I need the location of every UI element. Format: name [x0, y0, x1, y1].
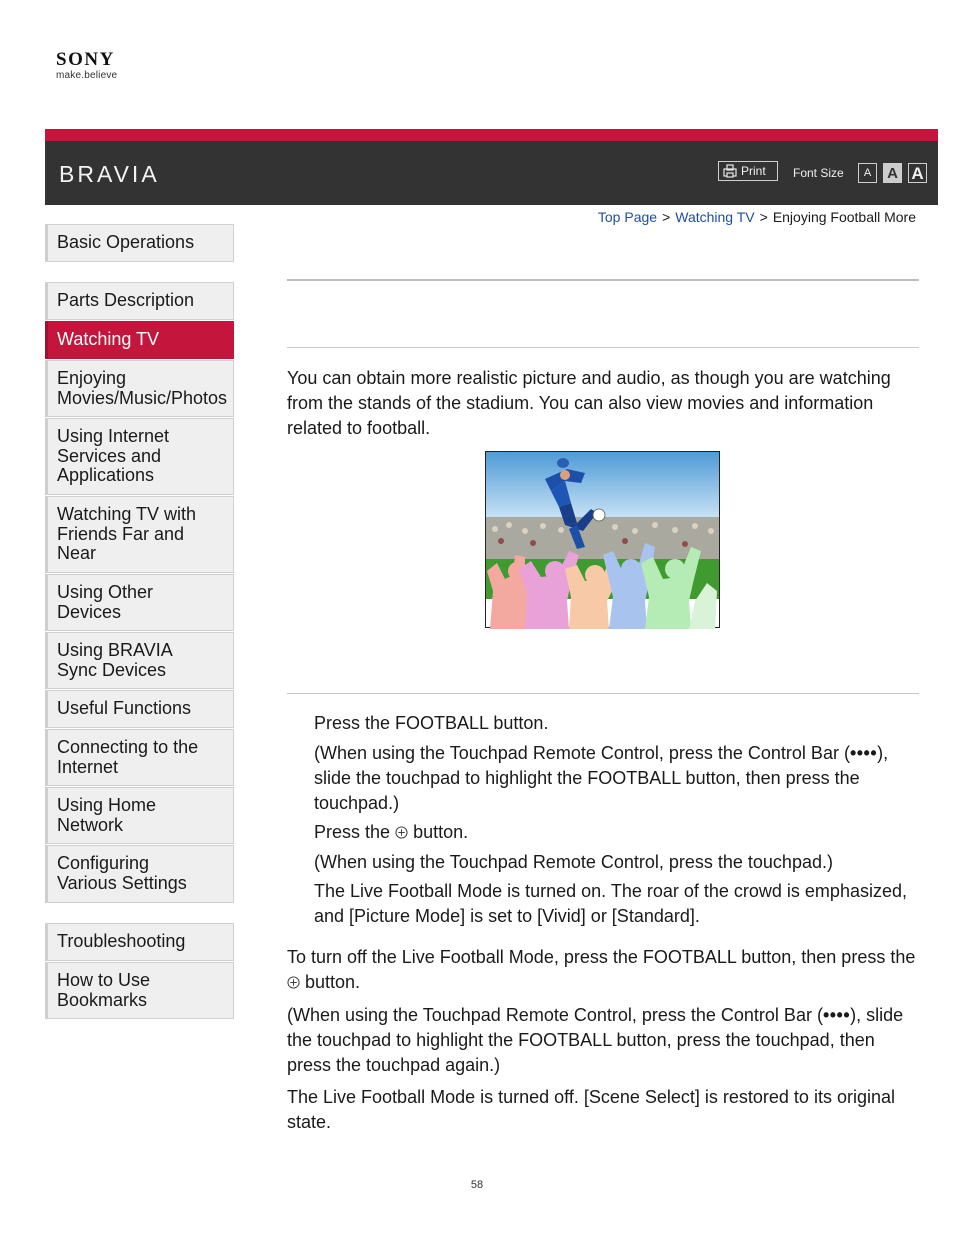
- sidebar-item-useful-functions[interactable]: [45, 690, 234, 728]
- sidebar-item-watching-tv-friends[interactable]: [45, 496, 234, 573]
- step-2-note: (When using the Touchpad Remote Control, press the touchpad.): [314, 852, 833, 872]
- breadcrumb-separator: >: [759, 209, 768, 225]
- print-label: Print: [741, 164, 766, 178]
- sidebar-item-label: Basic Operations: [57, 232, 195, 252]
- sidebar-item-label: Applications: [57, 465, 155, 485]
- step-1-text: Press the FOOTBALL button.: [314, 713, 549, 733]
- turn-off-note-part: ), slide the touchpad to highlight the FOOTBALL button, press the touchpad, then press the touchpad again.): [287, 1005, 904, 1075]
- font-size-label: Font Size: [793, 166, 844, 180]
- font-size-large-button[interactable]: A: [908, 163, 927, 183]
- print-button[interactable]: [718, 161, 778, 181]
- turn-off-text-part: To turn off the Live Football Mode, press the FOOTBALL button, then press the: [287, 947, 916, 967]
- sidebar-item-basic-operations[interactable]: [45, 224, 234, 262]
- sidebar-item-other-devices[interactable]: [45, 574, 234, 631]
- breadcrumb-top-page[interactable]: Top Page: [597, 209, 658, 225]
- font-size-small-button[interactable]: A: [858, 163, 877, 183]
- sidebar-item-label: Services and: [57, 445, 162, 466]
- sidebar-item-label: Bookmarks: [57, 989, 148, 1010]
- sidebar-item-label: Friends Far and: [57, 523, 185, 544]
- sidebar-item-bravia-sync[interactable]: [45, 632, 234, 689]
- breadcrumb-current: Enjoying Football More: [772, 209, 916, 225]
- sidebar-item-connecting-internet[interactable]: [45, 729, 234, 786]
- sidebar-item-label: Enjoying: [57, 368, 127, 388]
- sony-wordmark: SONY: [56, 49, 115, 70]
- control-bar-icon: ••••: [822, 1005, 851, 1025]
- turn-off-result: The Live Football Mode is turned off. [Scene Select] is restored to its original state.: [287, 1087, 895, 1132]
- step-1-note: [314, 741, 914, 816]
- sidebar-item-parts-description[interactable]: [45, 282, 234, 320]
- step-1-note-part: (When using the Touchpad Remote Control, press the Control Bar (: [314, 743, 850, 763]
- enter-button-icon: [287, 976, 300, 989]
- sidebar-item-label: Using Other: [57, 582, 154, 602]
- sidebar-item-internet-services[interactable]: [45, 418, 234, 495]
- sidebar-item-bookmarks[interactable]: [45, 962, 234, 1019]
- step-2-text-part: button.: [413, 822, 469, 842]
- turn-off-note-part: (When using the Touchpad Remote Control, press the Control Bar (: [287, 1005, 823, 1025]
- sidebar-item-label: Internet: [57, 756, 119, 777]
- title-divider: [287, 279, 919, 281]
- sidebar-item-label: Using BRAVIA: [57, 640, 173, 660]
- sidebar-item-enjoying-movies[interactable]: [45, 360, 234, 417]
- sidebar-item-label: How to Use: [57, 970, 151, 990]
- section-divider: [287, 347, 919, 348]
- control-bar-icon: ••••: [849, 743, 878, 763]
- step-2-text-part: Press the: [314, 822, 391, 842]
- sidebar-item-label: Various Settings: [57, 872, 187, 893]
- breadcrumb: [598, 209, 916, 225]
- sidebar-item-label: Sync Devices: [57, 659, 167, 680]
- turn-off-paragraph: [287, 945, 917, 995]
- sidebar-item-label: Useful Functions: [57, 698, 192, 718]
- sidebar-item-watching-tv[interactable]: [45, 321, 234, 359]
- sidebar-item-home-network[interactable]: [45, 787, 234, 844]
- breadcrumb-watching-tv[interactable]: Watching TV: [675, 209, 755, 225]
- sidebar-item-label: Watching TV with: [57, 504, 197, 524]
- sony-tagline: make.believe: [56, 70, 118, 81]
- sidebar-item-label: Devices: [57, 601, 122, 622]
- football-illustration: [485, 451, 720, 629]
- sony-logo: [56, 50, 117, 81]
- sidebar-item-label: Movies/Music/Photos: [57, 387, 228, 408]
- sidebar-item-troubleshooting[interactable]: [45, 923, 234, 961]
- sidebar-item-label: Connecting to the: [57, 737, 199, 757]
- sidebar-item-label: Near: [57, 543, 97, 563]
- step-2-result: The Live Football Mode is turned on. The roar of the crowd is emphasized, and [Picture Mode] is set to [Vivid] or [Standard].: [314, 881, 907, 926]
- sidebar-item-configuring-settings[interactable]: [45, 845, 234, 903]
- sidebar-item-label: Network: [57, 814, 124, 835]
- sidebar-item-label: Watching TV: [57, 329, 160, 349]
- sidebar-item-label: Using Home: [57, 795, 157, 815]
- intro-paragraph: You can obtain more realistic picture and audio, as though you are watching from the stands of the stadium. You can also view movies and information related to football.: [287, 368, 891, 438]
- page-number: 58: [470, 1179, 484, 1191]
- sidebar-item-label: Using Internet: [57, 426, 170, 446]
- sidebar-item-label: Parts Description: [57, 290, 195, 310]
- bravia-logo: BRAVIA: [59, 161, 160, 187]
- section-divider: [287, 693, 919, 694]
- enter-button-icon: [395, 826, 408, 839]
- print-icon: [723, 164, 737, 178]
- header-bar: [45, 141, 938, 205]
- sidebar-item-label: Troubleshooting: [57, 931, 186, 951]
- sidebar-item-label: Configuring: [57, 853, 150, 873]
- step-2-text: [314, 820, 914, 845]
- header-accent-bar: [45, 129, 938, 141]
- turn-off-note: [287, 1003, 917, 1078]
- font-size-medium-button[interactable]: A: [883, 163, 902, 183]
- turn-off-text-part: button.: [305, 972, 361, 992]
- step-1-note-part: ), slide the touchpad to highlight the FOOTBALL button, then press the touchpad.): [314, 743, 889, 813]
- breadcrumb-separator: >: [662, 209, 671, 225]
